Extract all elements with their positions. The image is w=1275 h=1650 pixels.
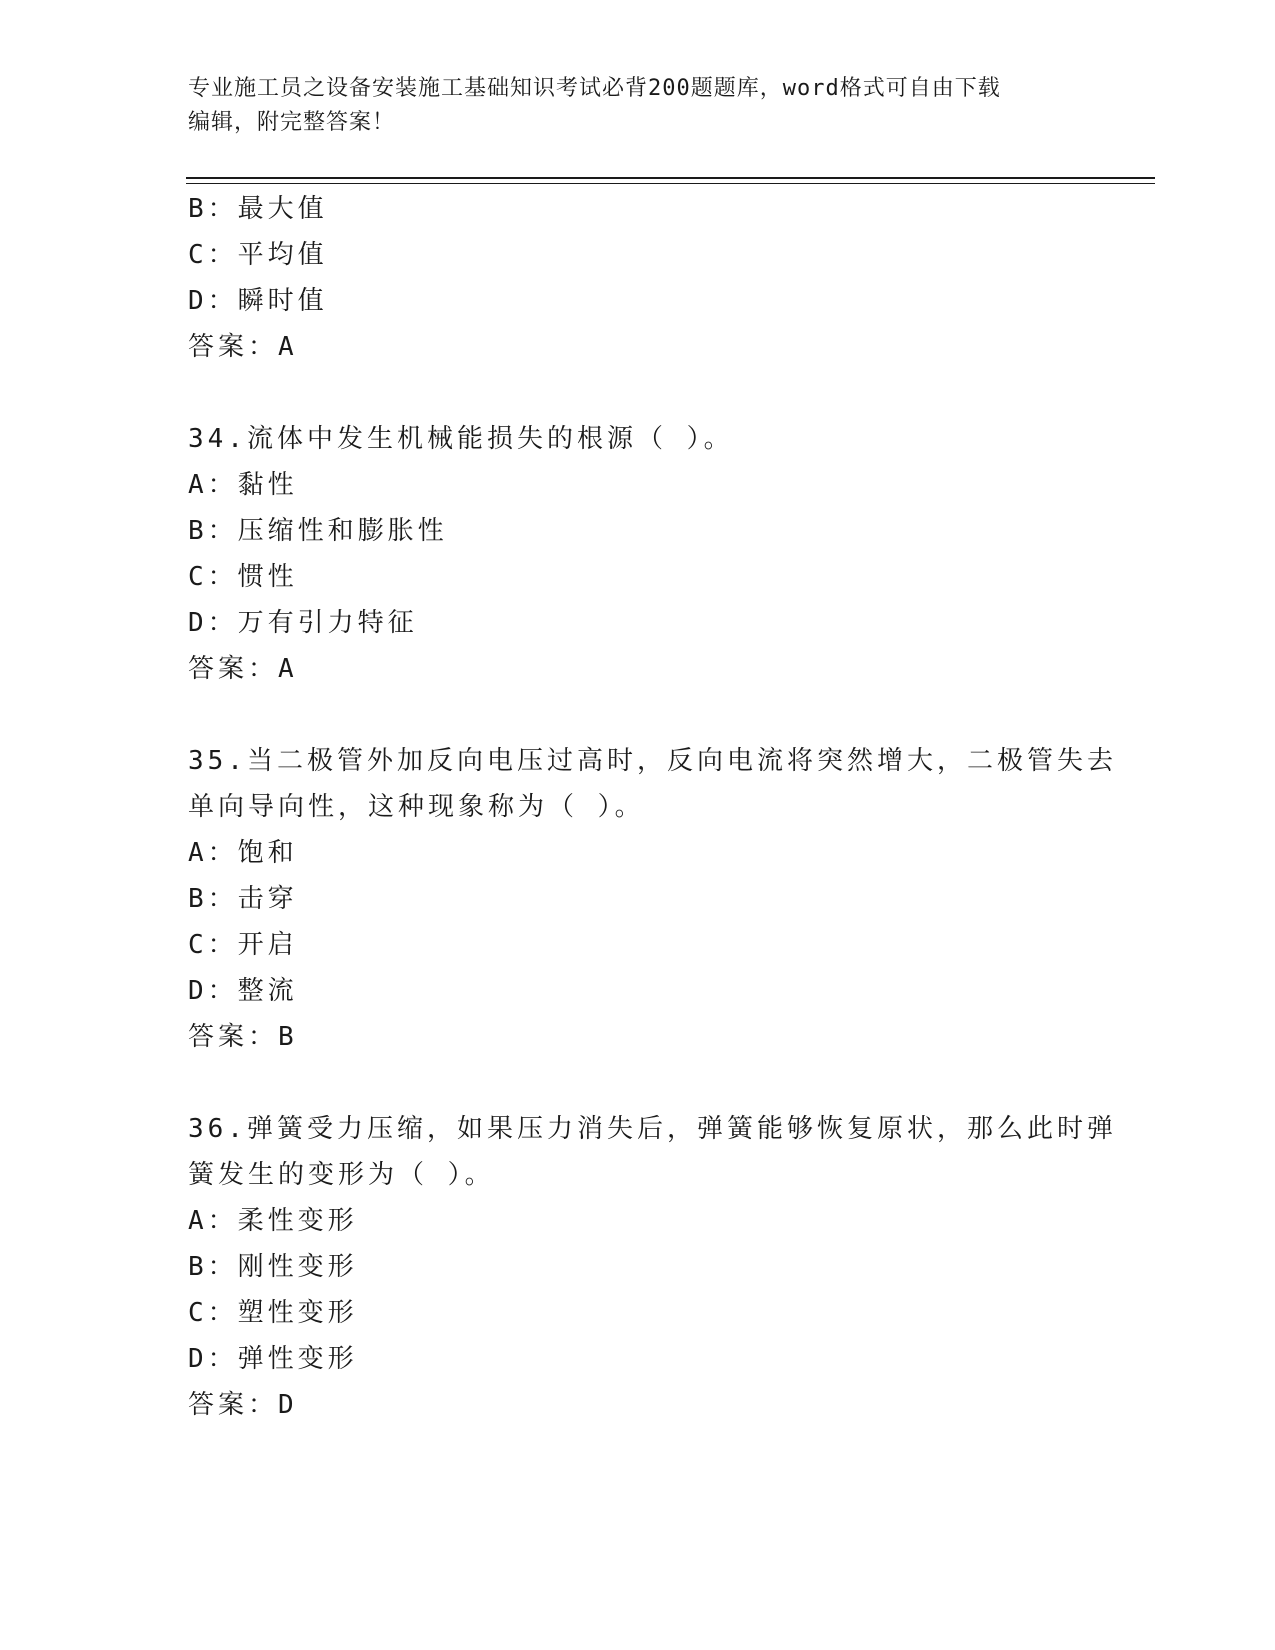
- option-item: B：最大值: [188, 194, 328, 224]
- question-text-continued: 簧发生的变形为（ ）。: [188, 1160, 495, 1190]
- option-item: D：万有引力特征: [188, 608, 418, 638]
- option-item: A：黏性: [188, 470, 298, 500]
- answer-line: 答案：D: [188, 1390, 298, 1420]
- option-item: C：平均值: [188, 240, 328, 270]
- option-item: B：压缩性和膨胀性: [188, 516, 448, 546]
- question-text: 36.弹簧受力压缩，如果压力消失后，弹簧能够恢复原状，那么此时弹: [188, 1114, 1117, 1144]
- spacer: [188, 692, 1088, 738]
- header-divider-thin: [186, 183, 1155, 184]
- question-block-35: [188, 738, 1117, 1060]
- option-item: C：塑性变形: [188, 1298, 358, 1328]
- document-header: [188, 72, 1088, 140]
- answer-line: 答案：A: [188, 332, 298, 362]
- question-block-34: [188, 416, 1088, 692]
- option-item: A：饱和: [188, 838, 298, 868]
- option-item: D：瞬时值: [188, 286, 328, 316]
- option-item: B：击穿: [188, 884, 298, 914]
- question-list: [188, 186, 1117, 1428]
- spacer: [188, 370, 1088, 416]
- option-item: A：柔性变形: [188, 1206, 358, 1236]
- spacer: [188, 1060, 1088, 1106]
- option-item: D：整流: [188, 976, 298, 1006]
- header-line-1: 专业施工员之设备安装施工基础知识考试必背200题题库，word格式可自由下载: [188, 76, 1001, 101]
- header-line-2: 编辑，附完整答案！: [188, 110, 396, 135]
- question-block-36: [188, 1106, 1117, 1428]
- question-text: 35.当二极管外加反向电压过高时，反向电流将突然增大，二极管失去: [188, 746, 1117, 776]
- option-item: D：弹性变形: [188, 1344, 358, 1374]
- header-divider-thick: [186, 177, 1155, 179]
- option-item: C：开启: [188, 930, 298, 960]
- option-item: B：刚性变形: [188, 1252, 358, 1282]
- question-text: 34.流体中发生机械能损失的根源（ ）。: [188, 424, 734, 454]
- answer-line: 答案：B: [188, 1022, 298, 1052]
- answer-line: 答案：A: [188, 654, 298, 684]
- option-item: C：惯性: [188, 562, 298, 592]
- question-block-continued: [188, 186, 1088, 370]
- question-text-continued: 单向导向性，这种现象称为（ ）。: [188, 792, 645, 822]
